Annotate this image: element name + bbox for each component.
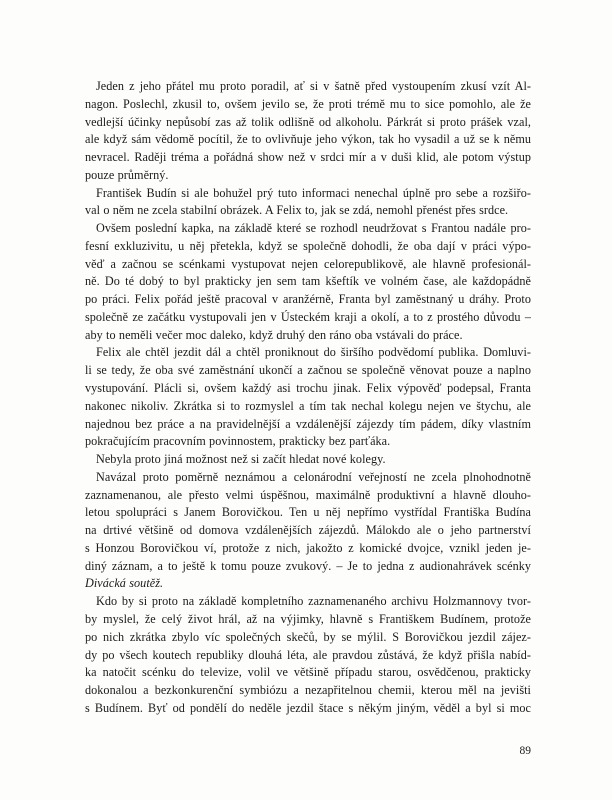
paragraph [85, 78, 531, 185]
text-line: na drtivé většině od domova vzdálenějších zájezdů. Málokdo ale o jeho partnerství [85, 523, 531, 538]
paragraph [85, 344, 531, 451]
text-line: fesní exkluzivitu, u něj přetekla, když se společně dohodli, že oba dají v práci výpo- [85, 238, 531, 253]
text-line: nakonec nikoliv. Zkrátka si to rozmyslel a tím tak nechal kolegu nejen ve štychu, ale [85, 398, 531, 413]
text-line: společně ze začátku vystupovali jen v Ústeckém kraji a okolí, a to z prostého důvodu – [85, 309, 531, 324]
text-area [85, 78, 531, 718]
text-line: ale když sám vědomě pocítil, že to ovlivňuje jeho výkon, tak ho vysadil a už se k němu [85, 132, 531, 147]
text-line: Kdo by si proto na základě kompletního zaznamenaného archivu Holzmannovy tvor- [96, 594, 531, 609]
paragraph [85, 593, 531, 717]
text-line: val o něm ne zcela stabilní obrázek. A Felix to, jak se zdá, nemohl přenést přes srdce. [85, 203, 509, 218]
text-line: s Budínem. Byť od pondělí do neděle jezdil štace s někým jiným, věděl a byl si moc [85, 700, 531, 715]
text-line: Navázal proto poměrně neznámou a celonárodní veřejností ne zcela plnohodnotně [96, 469, 531, 484]
text-line: dy po všech koutech republiky dlouhá léta, ale pravdou zůstává, že když přišla nabíd- [85, 647, 531, 662]
text-line: li se tedy, že oba své zaměstnání ukončí a začnou se společně věnovat pouze a naplno [85, 363, 531, 378]
text-line: František Budín si ale bohužel prý tuto informaci nenechal úplně pro sebe a rozšiřo- [96, 185, 531, 200]
text-line: věď a začnou se scénkami vystupovat nejen celorepublikově, ale hlavně profesionál- [85, 256, 531, 271]
paragraph [85, 451, 531, 469]
text-line: vedlejší účinky nepůsobí zas až tolik odlišně od alkoholu. Párkrát si proto prášek vzal, [85, 114, 531, 129]
text-line: po nich zkrátka zbylo víc společných skečů, by se mýlil. S Borovičkou jezdil zájez- [85, 629, 531, 644]
paragraph [85, 220, 531, 344]
text-line: ka natočit scénku do televize, volil ve většině případu starou, osvědčenou, prakticky [85, 665, 531, 680]
text-line: zaznamenanou, ale přesto velmi úspěšnou, maximálně produktivní a hlavně dlouho- [85, 487, 531, 502]
text-line: vystupování. Plácli si, ovšem každý asi trochu jinak. Felix výpověď podepsal, Franta [85, 381, 531, 396]
text-line: by myslel, že celý život hrál, až na výjimky, hlavně s Františkem Budínem, protože [85, 611, 531, 626]
text-line: Divácká soutěž. [85, 576, 164, 591]
text-line: s Honzou Borovičkou ví, protože z nich, jakožto z komické dvojce, vznikl jeden je- [85, 540, 531, 555]
text-line: najednou bez práce a na pravidelnější a vzdálenější zájezdy tím pádem, díky vlastním [85, 416, 531, 431]
text-line: pouze průměrný. [85, 167, 169, 182]
text-line: Nebyla proto jiná možnost než si začít hledat nové kolegy. [96, 452, 386, 467]
text-line: nevracel. Raději tréma a pořádná show než v srdci mír a v duši klid, ale potom výstup [85, 150, 531, 165]
text-line: aby to neměli večer moc daleko, když druhý den ráno oba vstávali do práce. [85, 327, 463, 342]
text-line: nagon. Poslechl, zkusil to, ovšem jevilo se, že proti trémě mu to sice pomohlo, ale že [85, 96, 531, 111]
text-line: Felix ale chtěl jezdit dál a chtěl proniknout do širšího podvědomí publika. Domluvi- [96, 345, 531, 360]
paragraph [85, 185, 531, 221]
text-line: Ovšem poslední kapka, na základě které se rozhodl neudržovat s Frantou nadále pro- [96, 221, 531, 236]
text-line: Jeden z jeho přátel mu proto poradil, ať si v šatně před vystoupením zkusí vzít Al- [96, 79, 531, 93]
page-number: 89 [519, 745, 531, 757]
text-line: letou spolupráci s Janem Borovičkou. Ten u něj nepřímo vystřídal Františka Budína [85, 505, 531, 520]
text-line: pokračujícím pracovním povinnostem, prakticky bez parťáka. [85, 434, 391, 449]
text-line: diný záznam, a to ještě k tomu pouze zvukový. – Je to jedna z audionahrávek scénky [85, 558, 531, 573]
text-line: ně. Do té dobý to byl prakticky jen sem tam kšeftík ve volném čase, ale každopádně [85, 274, 531, 289]
text-line: po práci. Felix pořád ještě pracoval v aranžérně, Franta byl zaměstnaný u dráhy. Proto [85, 292, 531, 307]
text-line: dokonalou a bezkonkurenční symbiózu a nezapřitelnou chemii, kterou měl na jevišti [85, 683, 531, 698]
paragraph [85, 469, 531, 593]
